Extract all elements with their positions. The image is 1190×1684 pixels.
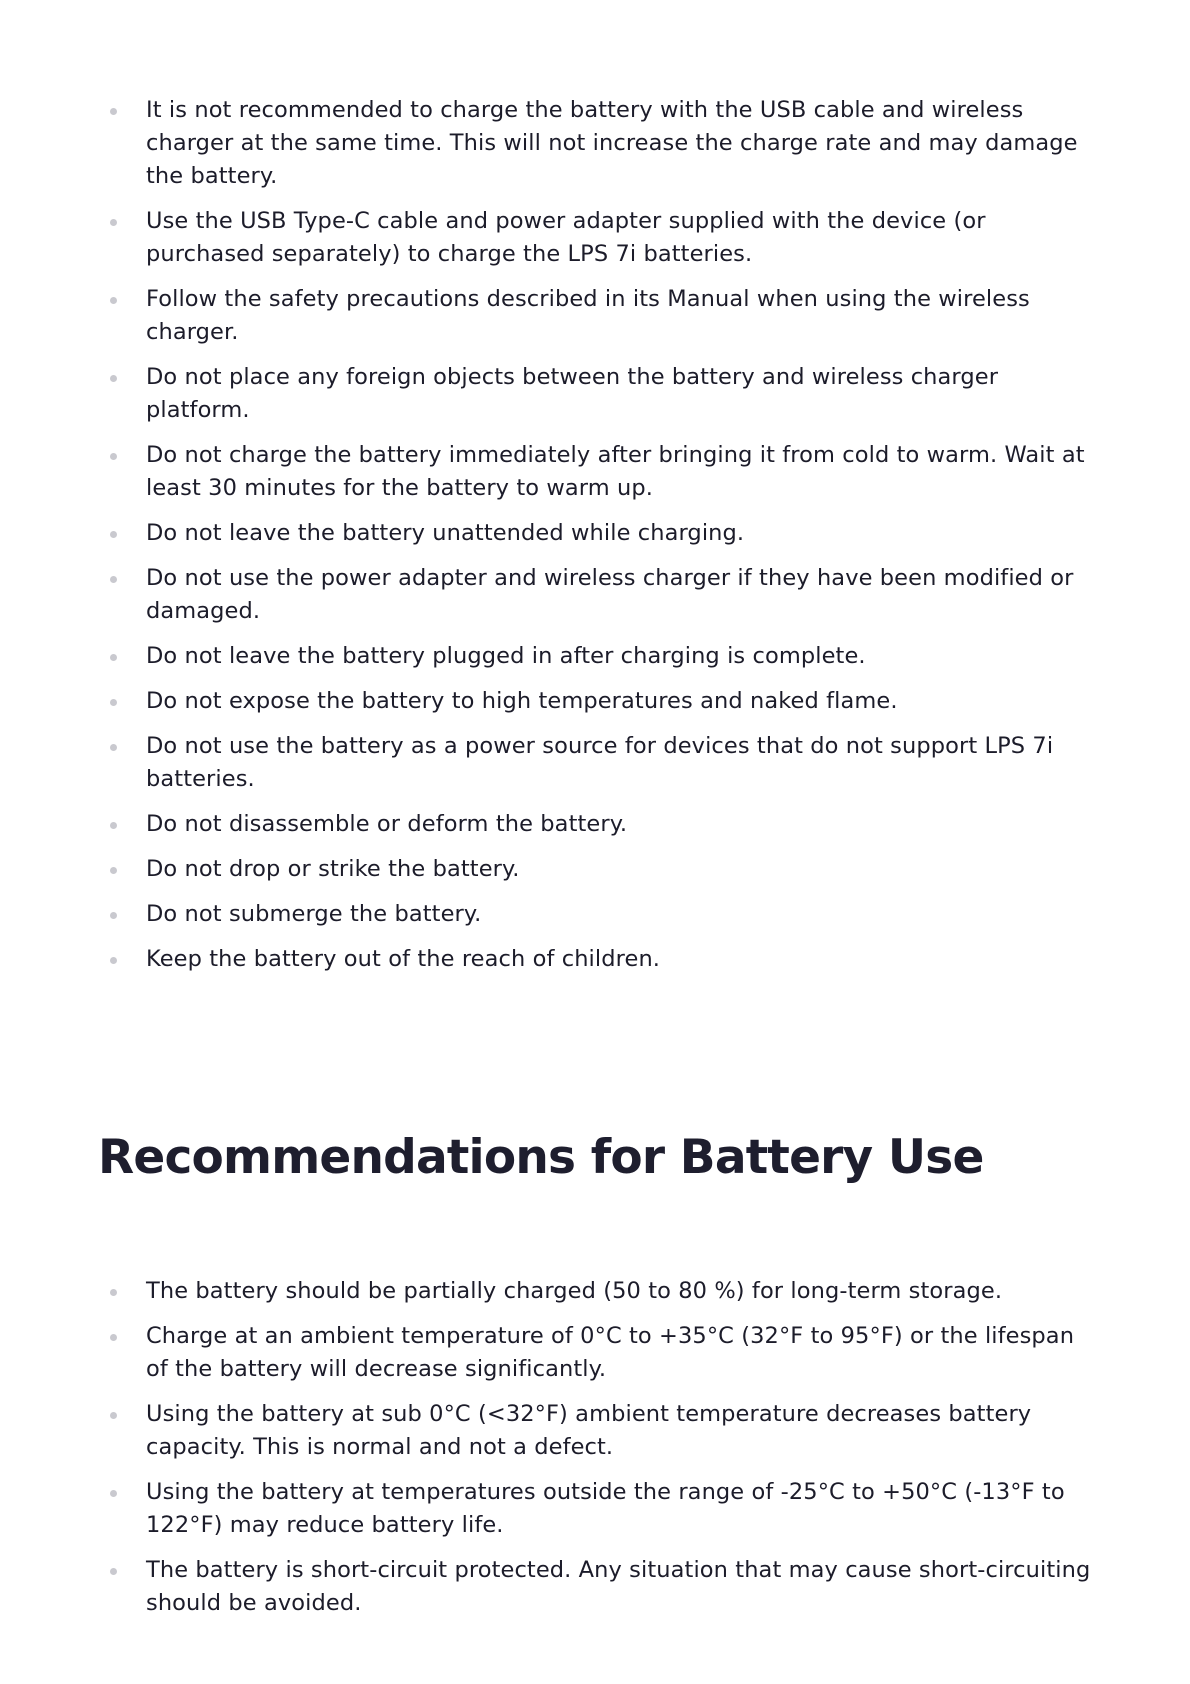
bullet-icon	[110, 1412, 117, 1419]
list-item	[108, 943, 1098, 976]
list-item	[108, 898, 1098, 931]
bullet-icon	[110, 576, 117, 583]
list-item	[108, 730, 1098, 796]
bullet-icon	[110, 822, 117, 829]
list-item	[108, 1320, 1098, 1386]
list-item-text: Using the battery at sub 0°C (<32°F) ambient temperature decreases battery capacity. This is normal and not a defect.	[146, 1401, 1032, 1460]
bullet-icon	[110, 867, 117, 874]
list-item	[108, 685, 1098, 718]
list-item	[108, 1554, 1098, 1620]
bullet-icon	[110, 912, 117, 919]
bullet-icon	[110, 1334, 117, 1341]
list-item	[108, 205, 1098, 271]
bullet-icon	[110, 654, 117, 661]
list-item-text: Do not use the battery as a power source for devices that do not support LPS 7i batteries.	[146, 733, 1054, 792]
list-item	[108, 1275, 1098, 1308]
list-item-text: Charge at an ambient temperature of 0°C to +35°C (32°F to 95°F) or the lifespan of the battery will decrease significantly.	[146, 1323, 1075, 1382]
bullet-icon	[110, 108, 117, 115]
bullet-icon	[110, 1490, 117, 1497]
list-item-text: Use the USB Type-C cable and power adapter supplied with the device (or purchased separately) to charge the LPS 7i batteries.	[146, 208, 986, 267]
bullet-icon	[110, 699, 117, 706]
battery-use-recommendations-list	[108, 1275, 1098, 1632]
list-item-text: Do not charge the battery immediately after bringing it from cold to warm. Wait at least 30 minutes for the battery to warm up.	[146, 442, 1085, 501]
bullet-icon	[110, 1289, 117, 1296]
list-item	[108, 361, 1098, 427]
list-item-text: The battery should be partially charged (50 to 80 %) for long-term storage.	[146, 1278, 1003, 1304]
list-item-text: Do not expose the battery to high temperatures and naked flame.	[146, 688, 898, 714]
list-item-text: Do not leave the battery plugged in after charging is complete.	[146, 643, 866, 669]
bullet-icon	[110, 297, 117, 304]
list-item-text: Using the battery at temperatures outside the range of -25°C to +50°C (-13°F to 122°F) may reduce battery life.	[146, 1479, 1065, 1538]
bullet-icon	[110, 744, 117, 751]
bullet-icon	[110, 219, 117, 226]
list-item-text: Do not drop or strike the battery.	[146, 856, 520, 882]
list-item	[108, 517, 1098, 550]
list-item	[108, 439, 1098, 505]
list-item-text: Do not place any foreign objects between the battery and wireless charger platform.	[146, 364, 999, 423]
bullet-icon	[110, 375, 117, 382]
bullet-icon	[110, 453, 117, 460]
list-item	[108, 283, 1098, 349]
list-item-text: It is not recommended to charge the battery with the USB cable and wireless charger at the same time. This will not increase the charge rate and may damage the battery.	[146, 97, 1078, 189]
list-item	[108, 808, 1098, 841]
bullet-icon	[110, 957, 117, 964]
list-item	[108, 853, 1098, 886]
list-item	[108, 1476, 1098, 1542]
list-item	[108, 94, 1098, 193]
safety-precautions-list	[108, 94, 1098, 988]
section-heading: Recommendations for Battery Use	[98, 1130, 984, 1185]
list-item-text: Do not leave the battery unattended while charging.	[146, 520, 745, 546]
list-item-text: Follow the safety precautions described in its Manual when using the wireless charger.	[146, 286, 1030, 345]
list-item	[108, 1398, 1098, 1464]
list-item-text: Keep the battery out of the reach of children.	[146, 946, 661, 972]
list-item-text: Do not submerge the battery.	[146, 901, 482, 927]
bullet-icon	[110, 531, 117, 538]
list-item	[108, 640, 1098, 673]
bullet-icon	[110, 1568, 117, 1575]
list-item-text: Do not use the power adapter and wireless charger if they have been modified or damaged.	[146, 565, 1074, 624]
list-item-text: The battery is short-circuit protected. Any situation that may cause short-circuiting should be avoided.	[146, 1557, 1091, 1616]
list-item	[108, 562, 1098, 628]
list-item-text: Do not disassemble or deform the battery.	[146, 811, 628, 837]
